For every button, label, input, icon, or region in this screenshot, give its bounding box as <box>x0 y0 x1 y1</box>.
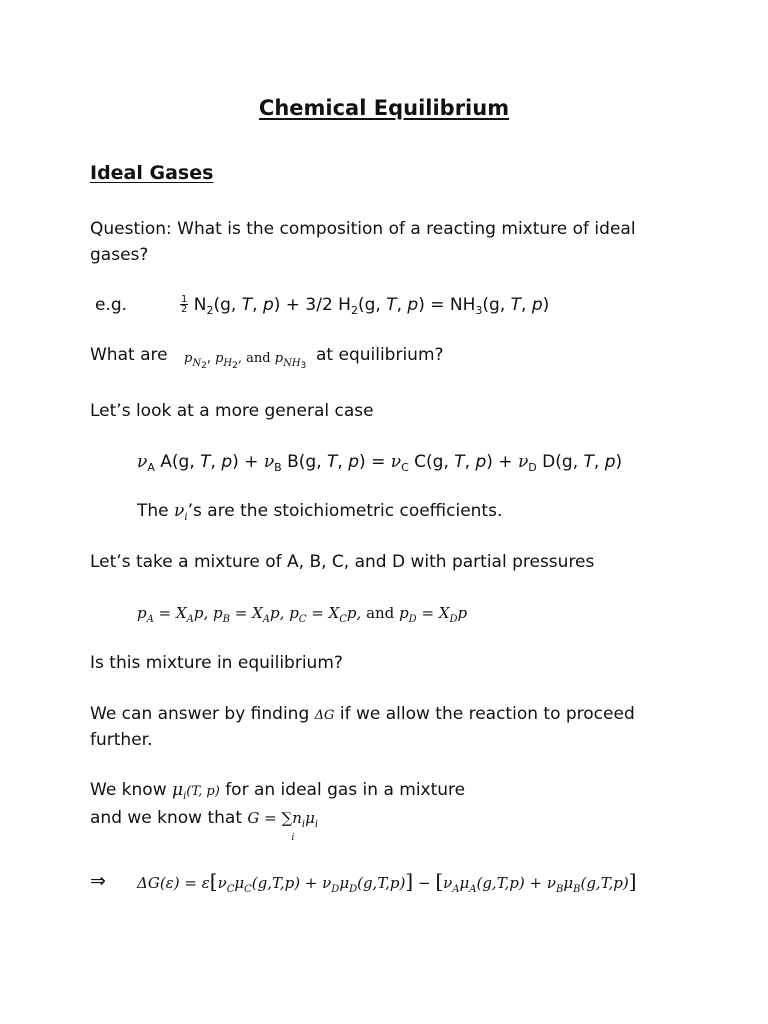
we-know-g-line: and we know that G = ∑ i $n_i\mu_i$ <box>90 808 319 843</box>
section-heading: Ideal Gases <box>90 162 214 184</box>
general-case-intro: Let’s look at a more general case <box>90 401 374 421</box>
delta-g-equation: $\Delta G(\varepsilon) = \varepsilon[\nu_C\mu_C(g,T,p) + \nu_D\mu_D(g,T,p)] - [\nu_A\mu_A(g,T,p) + \nu_B\mu_B(g,T,p)]$ <box>137 869 637 895</box>
partial-pressure-list: $p_{N2}$, $p_{H2}$, and $p_{NH3}$ <box>184 351 307 371</box>
equilibrium-question: Is this mixture in equilibrium? <box>90 653 343 673</box>
mixture-intro: Let’s take a mixture of A, B, C, and D with partial pressures <box>90 552 595 572</box>
example-label: e.g. <box>95 295 128 315</box>
what-are-prefix: What are <box>90 345 168 365</box>
answer-line-1: We can answer by finding ΔG if we allow the reaction to proceed <box>90 704 635 724</box>
question-line-2: gases? <box>90 245 149 265</box>
answer-line-2: further. <box>90 730 153 750</box>
question-line-1: Question: What is the composition of a reacting mixture of ideal <box>90 219 636 239</box>
page-title: Chemical Equilibrium <box>258 96 510 120</box>
general-reaction-equation: $\nu_A$ A(g, T, $p) + \nu_B$ B(g, T, $p) = \nu_C$ C(g, T, $p) + \nu_D$ D(g, T, p) <box>137 452 623 474</box>
half-fraction: $\frac{1}{2}$ <box>181 294 188 315</box>
partial-pressure-equation: $p_A = X_Ap$, $p_B = X_Ap$, $p_C = X_Cp$, and $p_D = X_Dp$ <box>137 604 468 625</box>
what-are-suffix: at equilibrium? <box>316 345 444 365</box>
we-know-line: We know $\mu_i(T$, p) for an ideal gas in a mixture <box>90 780 466 802</box>
implies-arrow: ⇒ <box>90 870 106 892</box>
example-equation: $\frac{1}{2}$ $N_2(g$, T, p) + 3/2 $H_2(g$, T, $p) = NH_3(g$, T, p) <box>181 294 550 317</box>
stoichiometric-note: The $\nu_i’s$ are the stoichiometric coefficients. <box>137 501 503 523</box>
